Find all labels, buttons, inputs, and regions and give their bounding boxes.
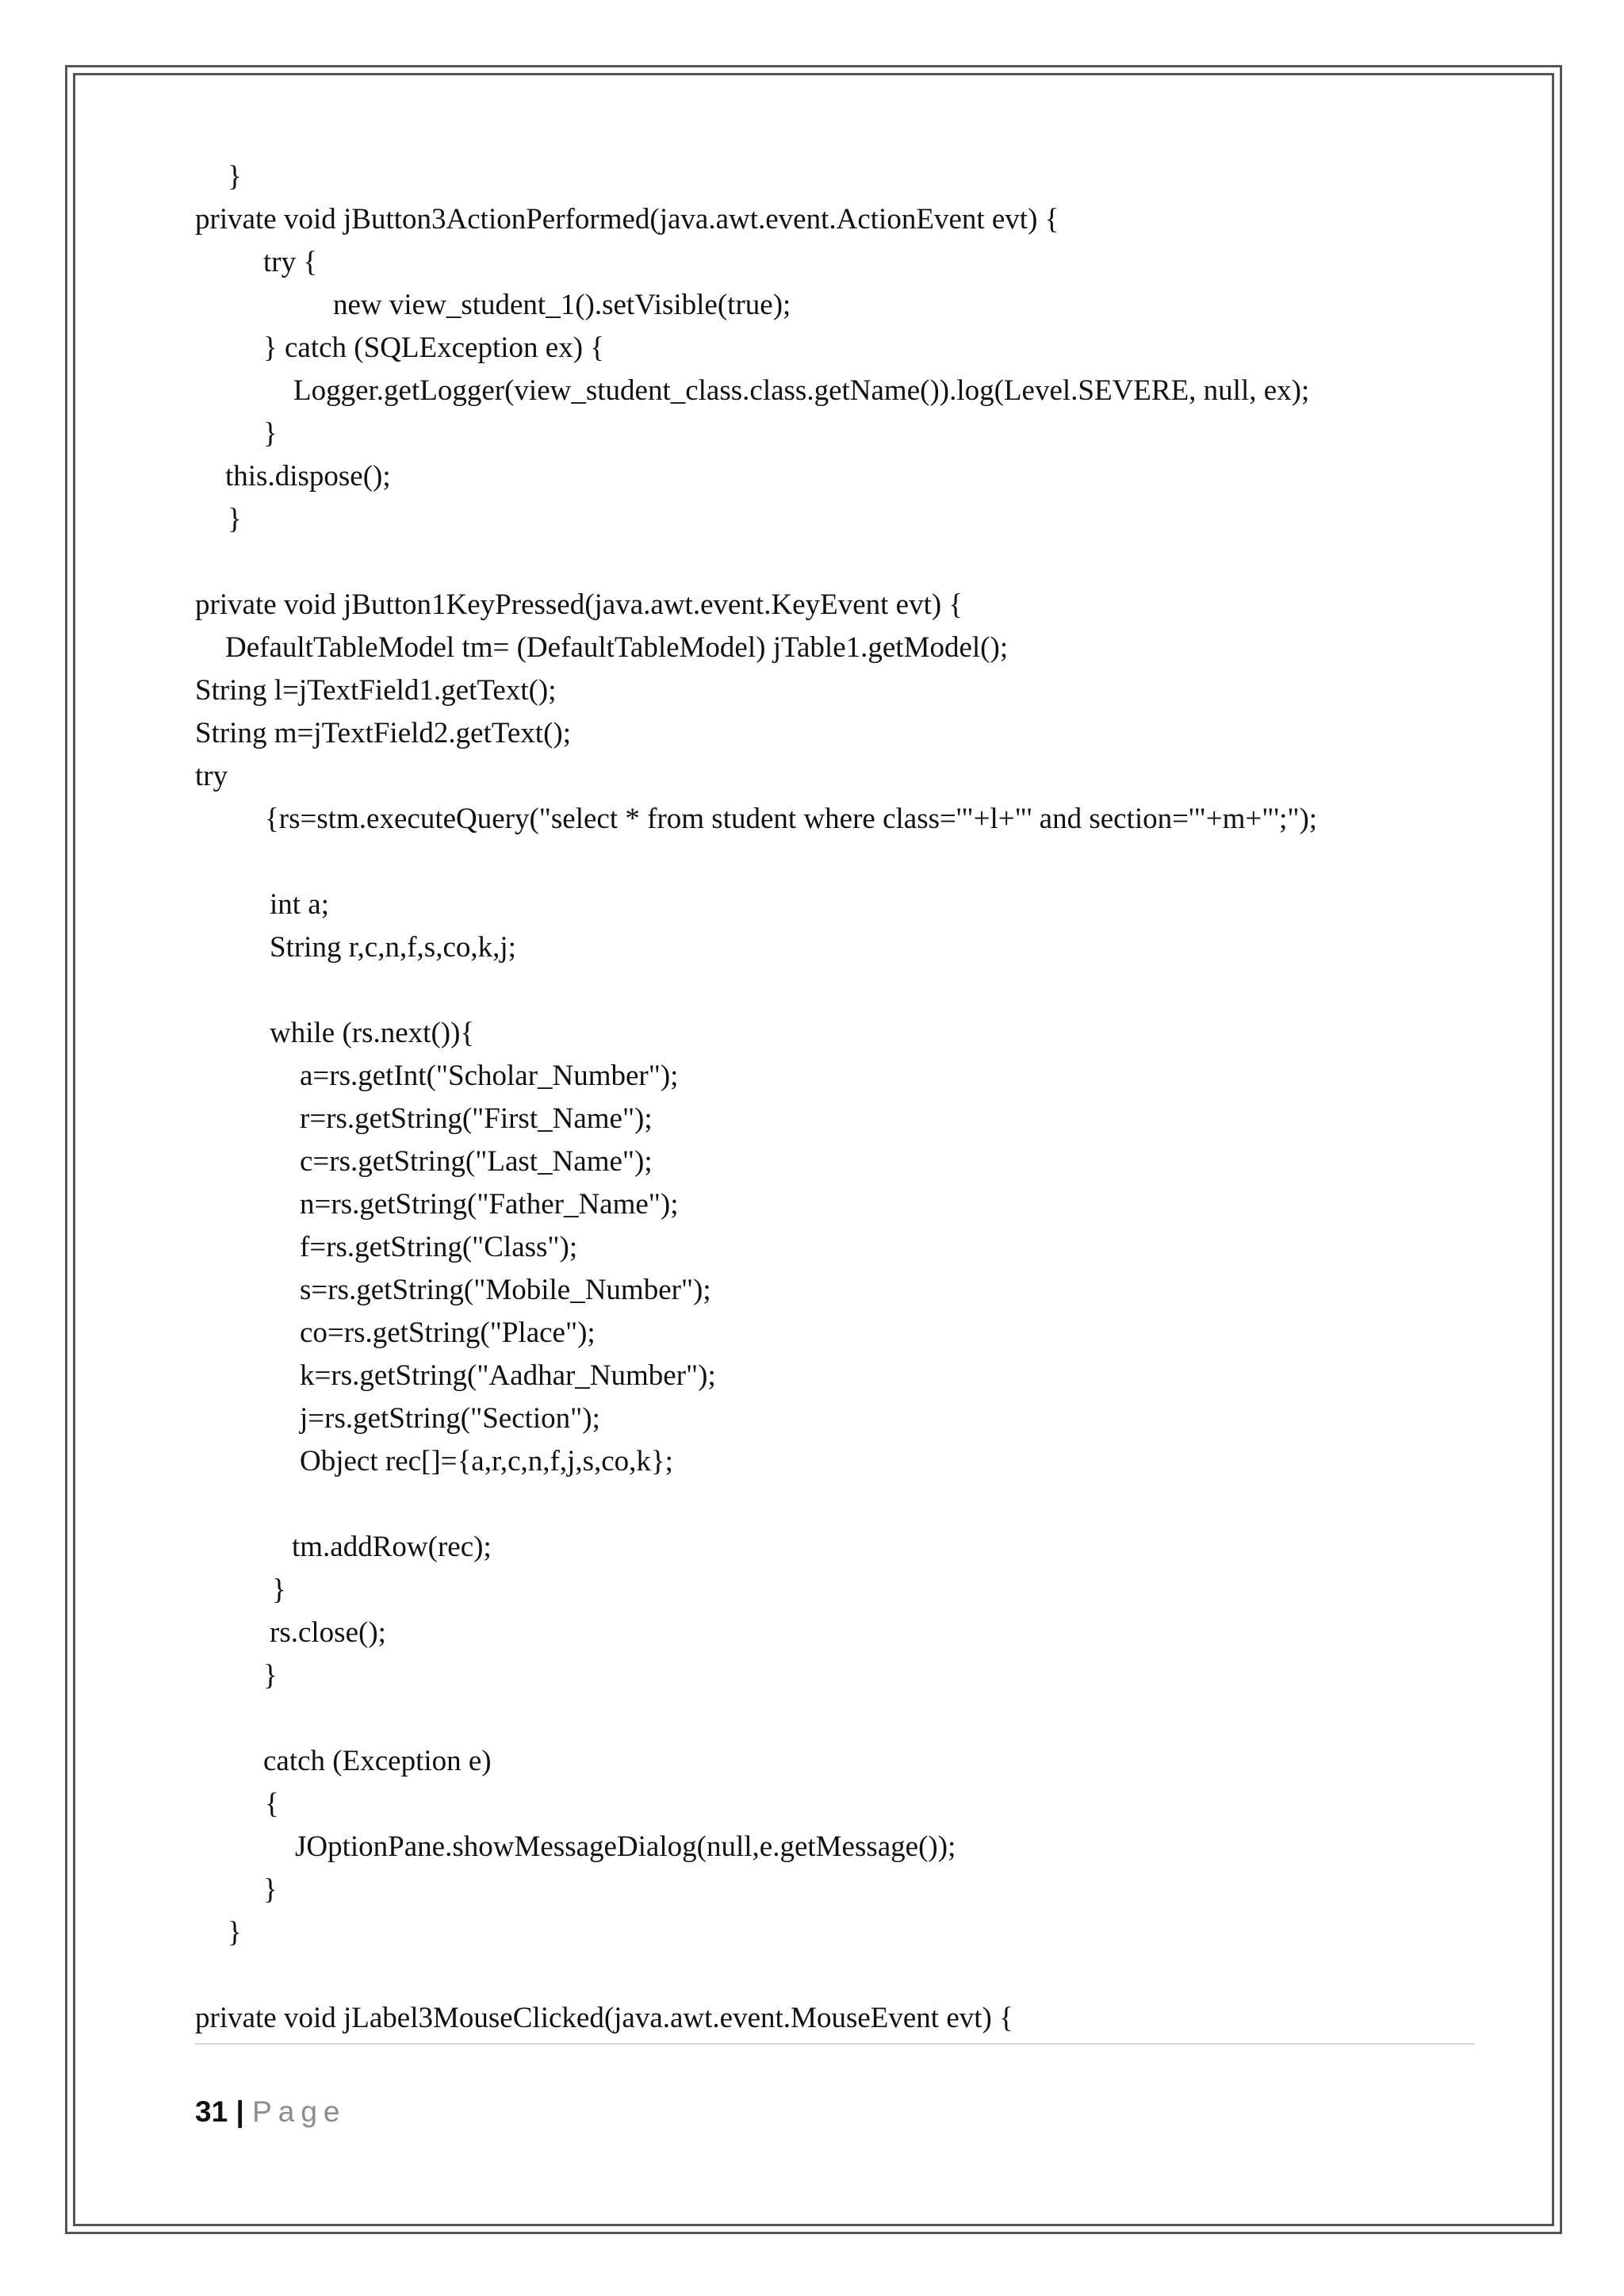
code-line: k=rs.getString("Aadhar_Number");: [300, 1359, 716, 1392]
code-line: tm.addRow(rec);: [292, 1531, 492, 1563]
code-line: {rs=stm.executeQuery("select * from student where class='"+l+"' and section='"+m+"';");: [265, 803, 1318, 835]
code-line: co=rs.getString("Place");: [300, 1317, 596, 1349]
code-line: r=rs.getString("First_Name");: [300, 1102, 653, 1135]
code-line: catch (Exception e): [263, 1745, 492, 1777]
code-line: }: [263, 1873, 278, 1906]
page-footer: [195, 2092, 347, 2132]
page-label: Page: [252, 2095, 347, 2128]
code-line: f=rs.getString("Class");: [300, 1231, 578, 1263]
code-line: s=rs.getString("Mobile_Number");: [300, 1274, 711, 1306]
code-line: Object rec[]={a,r,c,n,f,j,s,co,k};: [300, 1445, 673, 1478]
page-separator: |: [236, 2095, 244, 2128]
code-line: {: [265, 1788, 279, 1820]
code-line: }: [263, 417, 278, 450]
code-line: private void jButton3ActionPerformed(java.awt.event.ActionEvent evt) {: [195, 203, 1059, 236]
page-number: 31: [195, 2095, 228, 2128]
code-line: String r,c,n,f,s,co,k,j;: [270, 931, 516, 964]
code-line: this.dispose();: [225, 460, 391, 493]
code-line: private void jLabel3MouseClicked(java.awt.event.MouseEvent evt) {: [195, 2002, 1013, 2034]
code-line: while (rs.next()){: [270, 1017, 475, 1049]
code-line: rs.close();: [270, 1616, 386, 1649]
code-line: try {: [263, 246, 318, 278]
footer-divider: [195, 2043, 1475, 2045]
code-line: a=rs.getInt("Scholar_Number");: [300, 1060, 679, 1092]
code-line: private void jButton1KeyPressed(java.awt.event.KeyEvent evt) {: [195, 588, 963, 621]
code-line: }: [272, 1573, 286, 1606]
code-line: String l=jTextField1.getText();: [195, 674, 557, 707]
code-line: }: [228, 160, 242, 193]
code-line: JOptionPane.showMessageDialog(null,e.getMessage());: [295, 1830, 956, 1863]
code-line: j=rs.getString("Section");: [300, 1402, 600, 1435]
code-line: }: [228, 503, 242, 535]
code-line: }: [228, 1916, 242, 1949]
code-line: try: [195, 760, 228, 792]
code-line: } catch (SQLException ex) {: [263, 332, 605, 364]
code-line: int a;: [270, 888, 330, 921]
code-line: Logger.getLogger(view_student_class.class.getName()).log(Level.SEVERE, null, ex);: [293, 374, 1310, 407]
code-line: String m=jTextField2.getText();: [195, 717, 572, 749]
code-line: n=rs.getString("Father_Name");: [300, 1188, 679, 1221]
code-line: }: [263, 1659, 278, 1692]
code-line: DefaultTableModel tm= (DefaultTableModel) jTable1.getModel();: [225, 631, 1009, 664]
code-line: c=rs.getString("Last_Name");: [300, 1145, 653, 1178]
code-line: new view_student_1().setVisible(true);: [333, 289, 791, 321]
